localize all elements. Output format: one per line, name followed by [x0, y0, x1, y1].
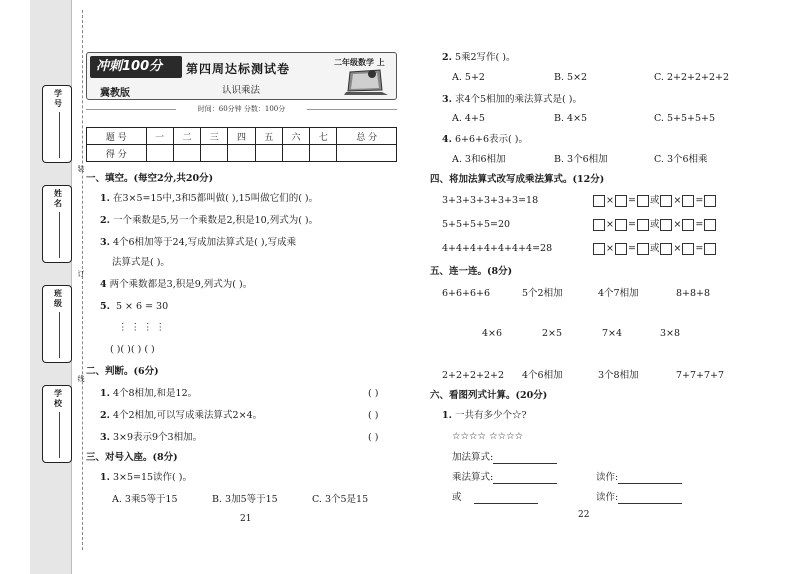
fill-question-3-cont[interactable]: 法算式是( )。	[112, 257, 170, 268]
choice-question-3	[442, 94, 582, 106]
q-number: 3.	[442, 94, 452, 105]
match-item-bottom-1[interactable]: 2+2+2+2+2	[442, 370, 505, 381]
read-label: 读作:	[596, 472, 619, 483]
answer-box[interactable]	[593, 219, 605, 231]
answer-box[interactable]	[637, 219, 649, 231]
or-label: 或	[649, 219, 660, 230]
or-label: 或	[649, 195, 660, 206]
score-cell: 二	[173, 128, 200, 145]
score-value-row	[87, 145, 397, 162]
q-text[interactable]: 6+6+6表示( )。	[454, 134, 528, 145]
cut-mark-1: 装	[77, 165, 85, 173]
q-text: 一共有多少个☆?	[454, 410, 527, 421]
match-item-top-1[interactable]: 6+6+6+6	[442, 288, 491, 299]
fill-question-5-dots: ⋮ ⋮ ⋮ ⋮	[118, 322, 166, 333]
q-text: 4个8相加,和是12。	[112, 388, 198, 399]
answer-box[interactable]	[704, 219, 716, 231]
grade-label: 二年级数学 上	[334, 57, 385, 67]
score-cell: 总 分	[337, 128, 397, 145]
name-label: 姓名	[54, 188, 62, 208]
score-cell: 得 分	[87, 145, 147, 162]
q-number: 4.	[442, 134, 452, 145]
match-item-mid-1[interactable]: 4×6	[482, 328, 503, 339]
fill-question-2	[100, 215, 318, 227]
choice-option-c[interactable]: C. 3个5是15	[312, 494, 369, 505]
score-input-cell[interactable]	[228, 145, 255, 162]
section-6-heading: 六、看图列式计算。(20分)	[430, 390, 548, 401]
match-item-mid-4[interactable]: 3×8	[660, 328, 681, 339]
answer-box[interactable]	[682, 195, 694, 207]
fill-question-1	[100, 193, 318, 205]
answer-box[interactable]	[704, 243, 716, 255]
q-text[interactable]: 5乘2写作( )。	[454, 52, 516, 63]
choice-option-b[interactable]: B. 3个6相加	[554, 154, 608, 165]
section-1-heading: 一、填空。(每空2分,共20分)	[86, 173, 214, 184]
score-input-cell[interactable]	[337, 145, 397, 162]
alt-answer-line[interactable]	[452, 492, 538, 504]
answer-blank[interactable]	[493, 474, 557, 484]
q-number: 5.	[100, 301, 110, 312]
addition-answer-line[interactable]	[452, 452, 557, 464]
choice-option-c[interactable]: C. 2+2+2+2+2	[654, 72, 730, 83]
judge-question-2	[100, 410, 262, 422]
q-text: 5 × 6 = 30	[115, 301, 169, 312]
answer-blank[interactable]	[618, 494, 682, 504]
cut-mark-2: 订	[77, 270, 85, 278]
match-item-top-2[interactable]: 5个2相加	[522, 288, 563, 299]
score-cell: 六	[282, 128, 309, 145]
multiplication-answer-line[interactable]	[452, 472, 557, 484]
score-input-cell[interactable]	[201, 145, 228, 162]
judge-question-3	[100, 432, 202, 444]
answer-blank[interactable]	[618, 474, 682, 484]
answer-box[interactable]	[682, 243, 694, 255]
student-id-line	[59, 112, 60, 158]
choice-option-a[interactable]: A. 3和6相加	[452, 154, 506, 165]
addition-expression-3: 4+4+4+4+4+4+4=28	[442, 243, 553, 254]
name-tab	[42, 185, 72, 263]
q-text[interactable]: 一个乘数是5,另一个乘数是2,积是10,列式为( )。	[112, 215, 319, 226]
score-header-row	[87, 128, 397, 145]
choice-option-a[interactable]: A. 4+5	[452, 113, 485, 124]
multiplication-answer-row-3[interactable]: × = 或 × =	[592, 242, 717, 256]
score-cell: 题 号	[87, 128, 147, 145]
score-input-cell[interactable]	[310, 145, 337, 162]
add-label: 加法算式:	[452, 452, 494, 463]
match-item-top-4[interactable]: 8+8+8	[676, 288, 711, 299]
score-cell: 七	[310, 128, 337, 145]
mul-label: 乘法算式:	[452, 472, 494, 483]
score-input-cell[interactable]	[173, 145, 200, 162]
q-number: 2.	[100, 215, 110, 226]
judge-answer-1[interactable]: ( )	[368, 388, 379, 399]
answer-box[interactable]	[615, 219, 627, 231]
time-info: 时间：60分钟 分数：100分	[86, 104, 397, 114]
match-item-mid-3[interactable]: 7×4	[602, 328, 623, 339]
cut-mark-3: 线	[77, 375, 85, 383]
answer-blank[interactable]	[474, 494, 538, 504]
score-cell: 五	[255, 128, 282, 145]
name-line	[59, 212, 60, 258]
q-text[interactable]: 4个6相加等于24,写成加法算式是( ),写成乘	[112, 237, 297, 248]
page-number-left: 21	[240, 514, 252, 524]
lesson-title: 认识乘法	[222, 85, 261, 96]
exam-title: 第四周达标测试卷	[186, 62, 291, 76]
q-number: 3.	[100, 432, 110, 443]
q-number: 2.	[442, 52, 452, 63]
q-text[interactable]: 两个乘数都是3,积是9,列式为( )。	[109, 279, 253, 290]
section-4-heading: 四、将加法算式改写成乘法算式。(12分)	[430, 174, 605, 185]
choice-option-a[interactable]: A. 5+2	[452, 72, 485, 83]
q-text: 4个2相加,可以写成乘法算式2×4。	[112, 410, 263, 421]
answer-box[interactable]	[593, 243, 605, 255]
addition-expression-2: 5+5+5+5=20	[442, 219, 511, 230]
multiplication-answer-row-1[interactable]: × = 或 × =	[592, 194, 717, 208]
school-label: 学校	[54, 388, 62, 408]
match-item-mid-2[interactable]: 2×5	[542, 328, 563, 339]
match-item-top-3[interactable]: 4个7相加	[598, 288, 639, 299]
judge-answer-2[interactable]: ( )	[368, 410, 379, 421]
judge-question-1	[100, 388, 197, 400]
score-input-cell[interactable]	[255, 145, 282, 162]
school-line	[59, 412, 60, 458]
match-item-bottom-3[interactable]: 3个8相加	[598, 370, 639, 381]
or-label: 或	[649, 243, 660, 254]
q-text: 3×9表示9个3相加。	[112, 432, 203, 443]
score-input-cell[interactable]	[282, 145, 309, 162]
choice-option-a[interactable]: A. 3乘5等于15	[112, 494, 178, 505]
read-answer-line-2[interactable]	[596, 492, 682, 504]
answer-box[interactable]	[593, 195, 605, 207]
q-number: 1.	[100, 388, 110, 399]
class-label: 班级	[54, 288, 62, 308]
edition-label: 冀教版	[100, 88, 130, 99]
q-number: 1.	[442, 410, 452, 421]
score-cell: 一	[146, 128, 173, 145]
picture-question-1	[442, 410, 527, 422]
section-2-heading: 二、判断。(6分)	[86, 366, 159, 377]
section-5-heading: 五、连一连。(8分)	[430, 266, 513, 277]
or-label: 或	[452, 492, 462, 503]
student-id-tab	[42, 85, 72, 163]
star-groups: ☆☆☆☆ ☆☆☆☆	[452, 431, 524, 442]
q-number: 3.	[100, 237, 110, 248]
match-item-bottom-2[interactable]: 4个6相加	[522, 370, 563, 381]
answer-box[interactable]	[660, 219, 672, 231]
class-line	[59, 312, 60, 358]
q-number: 1.	[100, 193, 110, 204]
q-number: 4	[100, 279, 107, 290]
choice-option-c[interactable]: C. 3个6相乘	[654, 154, 708, 165]
fill-question-4	[100, 279, 252, 291]
match-item-bottom-4[interactable]: 7+7+7+7	[676, 370, 725, 381]
choice-question-1	[100, 472, 192, 484]
answer-box[interactable]	[660, 195, 672, 207]
answer-box[interactable]	[704, 195, 716, 207]
choice-option-b[interactable]: B. 5×2	[554, 72, 588, 83]
answer-box[interactable]	[660, 243, 672, 255]
answer-box[interactable]	[637, 195, 649, 207]
score-cell: 四	[228, 128, 255, 145]
q-text[interactable]: 在3×5=15中,3和5都叫做( ),15叫做它们的( )。	[112, 193, 319, 204]
cut-line	[82, 10, 83, 550]
judge-answer-3[interactable]: ( )	[368, 432, 379, 443]
choice-question-2	[442, 52, 515, 64]
answer-box[interactable]	[615, 195, 627, 207]
school-tab	[42, 385, 72, 463]
student-id-label: 学号	[54, 88, 62, 108]
fill-question-3	[100, 237, 296, 249]
page-number-right: 22	[578, 510, 590, 520]
answer-box[interactable]	[637, 243, 649, 255]
fill-question-5	[100, 301, 168, 313]
section-3-heading: 三、对号入座。(8分)	[86, 452, 178, 463]
answer-blank[interactable]	[493, 454, 557, 464]
brand-logo: 冲刺100分	[90, 56, 182, 78]
answer-box[interactable]	[615, 243, 627, 255]
score-table	[86, 127, 397, 162]
q-text[interactable]: 3×5=15读作( )。	[112, 472, 192, 483]
score-cell: 三	[201, 128, 228, 145]
choice-option-b[interactable]: B. 3加5等于15	[212, 494, 278, 505]
class-tab	[42, 285, 72, 363]
answer-box[interactable]	[682, 219, 694, 231]
q-number: 1.	[100, 472, 110, 483]
q-text[interactable]: 求4个5相加的乘法算式是( )。	[454, 94, 582, 105]
choice-question-4	[442, 134, 528, 146]
laptop-illustration-icon	[342, 68, 390, 96]
score-input-cell[interactable]	[146, 145, 173, 162]
q-number: 2.	[100, 410, 110, 421]
multiplication-answer-row-2[interactable]: × = 或 × =	[592, 218, 717, 232]
fill-question-5-blanks[interactable]: ( )( )( ) ( )	[110, 344, 155, 355]
read-label: 读作:	[596, 492, 619, 503]
choice-option-b[interactable]: B. 4×5	[554, 113, 588, 124]
addition-expression-1: 3+3+3+3+3+3=18	[442, 195, 539, 206]
read-answer-line-1[interactable]	[596, 472, 682, 484]
choice-option-c[interactable]: C. 5+5+5+5	[654, 113, 716, 124]
